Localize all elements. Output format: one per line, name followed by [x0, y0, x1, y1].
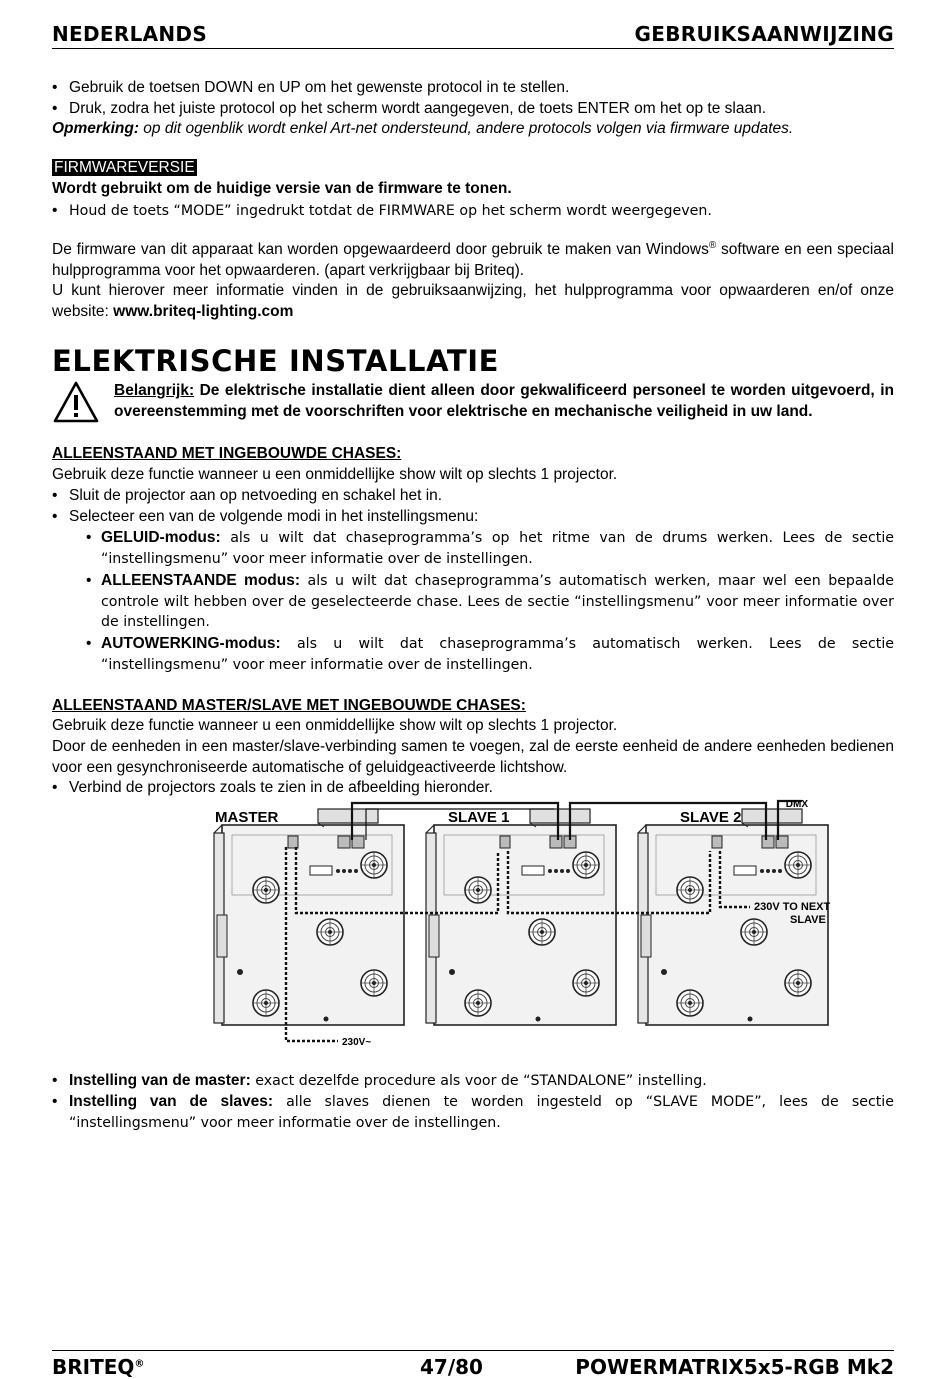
unit-master: [214, 809, 404, 1025]
label-slave-2: SLAVE 2: [680, 809, 742, 826]
firmware-paragraph-2: U kunt hierover meer informatie vinden in de gebruiksaanwijzing, het hulpprogramma voor opwaarderen en/of onze website: www.briteq-lighting.com: [52, 282, 894, 320]
warning-label: Belangrijk:: [114, 382, 195, 399]
master-slave-diagram: [162, 795, 831, 1053]
unit-slave-1: [426, 809, 616, 1025]
section-label-firmware: FIRMWAREVERSIE: [54, 159, 195, 176]
footer-model: POWERMATRIX5x5-RGB Mk2: [575, 1355, 894, 1379]
note-label: Opmerking:: [52, 120, 139, 137]
label-slave-1: SLAVE 1: [448, 809, 510, 826]
paragraph: Gebruik deze functie wanneer u een onmiddellijke show wilt op slechts 1 projector.: [52, 717, 618, 734]
section-title: ELEKTRISCHE INSTALLATIE: [52, 344, 500, 378]
paragraph: Gebruik deze functie wanneer u een onmiddellijke show wilt op slechts 1 projector.: [52, 466, 618, 483]
warning-text: Belangrijk: De elektrische installatie dient alleen door gekwalificeerd personeel te worden uitgevoerd, in overeenstemming met de voorschriften voor elektrische en mechanische veiligheid in uw land.: [114, 382, 894, 420]
website-link: www.briteq-lighting.com: [113, 302, 294, 320]
label-power: 230V~: [342, 1037, 372, 1048]
label-dmx: DMX: [785, 799, 808, 810]
page-number: 47/80: [420, 1355, 483, 1379]
paragraph: Door de eenheden in een master/slave-verbinding samen te voegen, zal de eerste eenheid de andere eenheden bedienen voor een gesynchroniseerde automatische of geluidgeactiveerde lichtshow.: [52, 738, 894, 776]
footer-brand: BRITEQ®: [52, 1355, 145, 1379]
page-header: [52, 20, 894, 49]
page: NEDERLANDS GEBRUIKSAANWIJZING • Gebruik de toetsen DOWN en UP om het gewenste protocol in te stellen. • Druk, zodra het juiste protocol op het scherm wordt aangegeven, de toets ENTER om het op te slaan. Opmerking: op dit ogenblik wordt enkel Art-net ondersteund, andere protocols volgen via firmware updates. FIRMWAREVERSIE Wordt gebruikt om de huidige versie van de firmware te tonen. • Houd de toets “MODE” ingedrukt totdat de FIRMWARE op het scherm wordt weergegeven. De firmware van dit apparaat kan worden opgewaardeerd door gebruik te maken van Windows® software en een speciaal hulpprogramma voor het opwaarderen. (apart verkrijgbaar bij Briteq). U kunt hierover meer informatie vinden in de gebruiksaanwijzing, het hulpprogramma voor opwaarderen en/of onze website: www.briteq-lighting.com ELEKTRISCHE INSTALLATIE Belangrijk: De elektrische installatie dient alleen door gekwalificeerd personeel te worden uitgevoerd, in overeenstemming met de voorschriften voor elektrische en mechanische veiligheid in uw land. ALLEENSTAAND MET INGEBOUWDE CHASES: Gebruik deze functie wanneer u een onmiddellijke show wilt op slechts 1 projector. • Sluit de projector aan op netvoeding en schakel het in. • Selecteer een van de volgende modi in het instellingsmenu: • GELUID-modus: als u wilt dat chaseprogramma’s op het ritme van de drums werken. Lees de sectie “instellingsmenu” voor meer informatie over de instellingen. • ALLEENSTAANDE modus: als u wilt dat chaseprogramma’s automatisch werken, maar wel een bepaalde controle wilt hebben over de geselecteerde chase. Lees de sectie “instellingsmenu” voor meer informatie over de instellingen. • AUTOWERKING-modus: als u wilt dat chaseprogramma’s automatisch werken. Lees de sectie “instellingsmenu” voor meer informatie over de instellingen. ALLEENSTAAND MASTER/SLAVE MET INGEBOUWDE CHASES: Gebruik deze functie wanneer u een onmiddellijke show wilt op slechts 1 projector. Door de eenheden in een master/slave-verbinding samen te voegen, zal de eerste eenheid de andere eenheden bedienen voor een gesynchroniseerde automatische of geluidgeactiveerde lichtshow. • Verbind de projectors zoals te zien in de afbeelding hieronder. MASTER SLAVE 1 SLAVE 2 DMX 230V TO NEXT SLAVE 230V~ • Instelling van de master: exact dezelfde procedure als voor de “STANDALONE” instelling. • Instelling van de slaves: alle slaves dienen te worden ingesteld op “SLAVE MODE”, lees de sectie “instellingsmenu” voor meer informatie over de instellingen. BRITEQ® 47/80 POWERMATRIX5x5-RGB Mk2: [52, 22, 894, 1379]
note: [52, 119, 894, 140]
label-next-slave-2: SLAVE: [790, 914, 826, 926]
firmware-paragraph: De firmware van dit apparaat kan worden opgewaardeerd door gebruik te maken van Windows® software en een speciaal hulpprogramma voor het opwaarderen. (apart verkrijgbaar bij Briteq).: [52, 239, 894, 279]
label-next-slave: 230V TO NEXT: [754, 901, 831, 913]
label-master: MASTER: [215, 809, 279, 826]
warning-icon: [53, 381, 99, 423]
header-language: NEDERLANDS: [52, 22, 208, 46]
subsection-title: ALLEENSTAAND MASTER/SLAVE MET INGEBOUWDE CHASES:: [52, 697, 526, 714]
note-text: op dit ogenblik wordt enkel Art-net ondersteund, andere protocols volgen via firmware updates.: [138, 120, 794, 137]
page-footer: [52, 1350, 894, 1379]
firmware-subtitle: Wordt gebruikt om de huidige versie van de firmware te tonen.: [52, 180, 512, 197]
subsection-title: ALLEENSTAAND MET INGEBOUWDE CHASES:: [52, 445, 402, 462]
header-doc-type: GEBRUIKSAANWIJZING: [634, 22, 894, 46]
